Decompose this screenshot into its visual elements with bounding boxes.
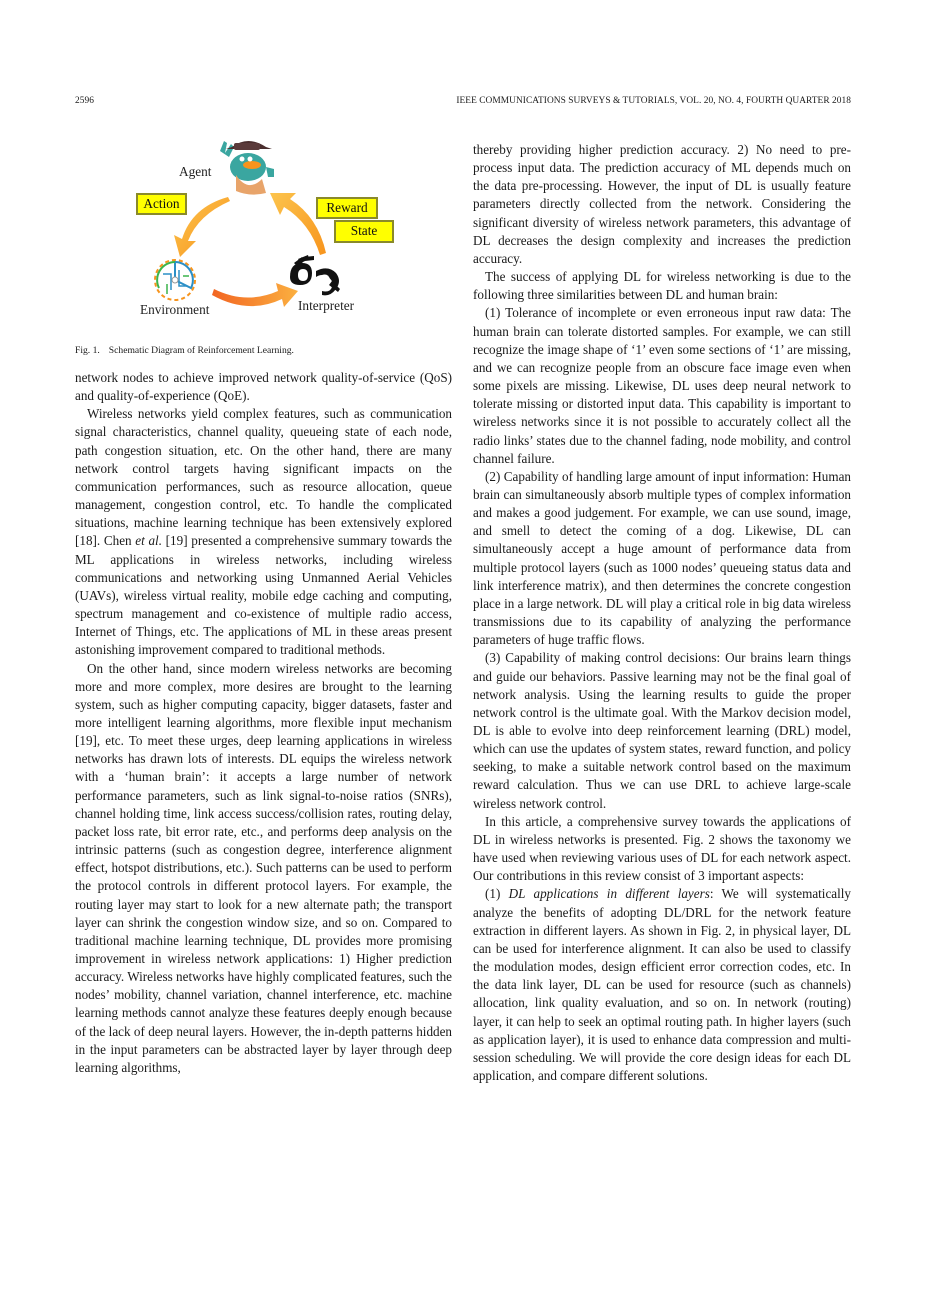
paragraph xyxy=(75,405,452,659)
paragraph: On the other hand, since modern wireless networks are becoming more and more complex, more desires are brought to the learning system, such as higher computing capacity, bigger datasets, faster and more intelligent learning algorithms, more flexible input mechanism [19], etc. To meet these urges, deep learning applications in wireless networks has drawn lots of interests. DL equips the wireless network with a ‘human brain’: it accepts a large number of network performance parameters, such as link signal-to-noise ratios (SNRs), channel holding time, link access success/collision rates, routing delay, packet loss rate, bit error rate, etc., and performs deep analysis on the intrinsic patterns (such as congestion degree, interference alignment effect, hotspot distributions, etc.). Such patterns can be used to perform the protocol controls in different protocol layers. For example, the routing layer may start to look for a new alternate path; the transport layer can shrink the congestion window size, and so on. Compared to traditional machine learning technique, DL provides more promising improvement in wireless network applications: 1) Higher prediction accuracy. Wireless networks have highly complicated features, such the nodes’ mobility, channel variation, channel interference, etc. machine learning methods cannot analyze these features deeply enough because of the lack of deep neural layers. However, the in-depth patterns hidden in the input parameters can be abstracted layer by layer through deep learning algorithms, xyxy=(75,660,452,1075)
observation-arrow xyxy=(212,283,298,307)
page-number: 2596 xyxy=(75,96,94,106)
environment-icon xyxy=(155,260,195,300)
italic-text: DL applications in different layers xyxy=(508,886,710,902)
paragraph: (2) Capability of handling large amount of input information: Human brain can simultaneously absorb multiple types of complex information and makes a good judgement. For example, we can use sound, image, and smell to detect the coming of a dog. Likewise, DL can simultaneously accept a huge amount of performance data from multiple protocol layers (such as 1000 nodes’ queueing status data and link interference matrix), and then determines the concrete congestion place in a large network. DL will play a critical role in big data wireless transmissions due to its capability of analyzing the performance parameters of huge traffic flows. xyxy=(473,468,851,648)
paragraph: In this article, a comprehensive survey towards the applications of DL in wireless networks is presented. Fig. 2 shows the taxonomy we have used when reviewing various uses of DL for each network aspect. Our contributions in this review consist of 3 important aspects: xyxy=(473,813,851,884)
agent-icon xyxy=(220,141,274,195)
interpreter-icon xyxy=(290,255,340,295)
action-box: Action xyxy=(136,193,187,215)
figure-reinforcement-learning xyxy=(120,135,420,330)
paragraph-text: : We will systematically analyze the benefits of adopting DL/DRL for the network feature extraction in different layers. As shown in Fig. 2, in physical layer, DL can be used for interference alignment. It can also be used to classify the modulation modes, design efficient error correction codes, etc. In the data link layer, DL can be used for resource (such as channels) allocation, link quality evaluation, and so on. In network (routing) layer, it can help to seek an optimal routing path. In higher layers (such as application layer), it is used to enhance data compression and multi-session scheduling. We will provide the core design ideas for each DL application, and compare different solutions. xyxy=(473,886,851,1083)
paragraph: network nodes to achieve improved network quality-of-service (QoS) and quality-of-experience (QoE). xyxy=(75,370,452,404)
figure-caption-text: Schematic Diagram of Reinforcement Learning. xyxy=(108,345,294,356)
figure-caption xyxy=(75,345,294,356)
state-box: State xyxy=(334,220,394,243)
paragraph: thereby providing higher prediction accuracy. 2) No need to pre-process input data. The prediction accuracy of ML depends much on the data pre-processing. However, the input of DL is usually feature parameters directly collected from the network. Considering the significant diversity of wireless network parameters, this advantage of DL decreases the design complexity and increases the prediction accuracy. xyxy=(473,142,851,266)
paragraph xyxy=(473,885,851,1085)
agent-label: Agent xyxy=(179,164,212,179)
paragraph-text: Wireless networks yield complex features, such as communication signal characteristics, channel quality, queueing state of each node, path congestion situation, etc. On the other hand, there are many network control targets having significant impacts on the communication performances, such as resource allocation, queue management, congestion control, etc. To handle the complicated situations, machine learning technique has been extensively explored [18]. Chen xyxy=(75,406,452,549)
figure-number: Fig. 1. xyxy=(75,345,100,356)
italic-text: et al. xyxy=(135,533,162,549)
paragraph-text: (1) xyxy=(485,886,509,902)
paragraph: (1) Tolerance of incomplete or even erroneous input raw data: The human brain can tolerate distorted samples. For example, we can still recognize the image shape of ‘1’ even some sections of ‘1’ are missing, and we can recognize people from an obscure face image even when some pixels are missing. Likewise, DL uses deep neural network to tolerate missing or distorted input data. This capability is important to wireless networks since it is not possible to accurately collect all the radio links’ states due to the channel fading, node mobility, and control channel failure. xyxy=(473,305,851,466)
running-header xyxy=(75,96,851,110)
paragraph-text: [19] presented a comprehensive summary towards the ML applications in wireless networks, including wireless communications and networking using Unmanned Aerial Vehicles (UAVs), wireless virtual reality, mobile edge caching and computing, spectrum management and co-existence of multiple radio access, Internet of Things, etc. The applications of ML in these areas present astonishing improvement compared to traditional methods. xyxy=(75,533,452,658)
right-column xyxy=(473,141,851,1085)
left-column xyxy=(75,369,452,1077)
environment-label: Environment xyxy=(140,302,210,317)
interpreter-label: Interpreter xyxy=(298,298,355,313)
reward-box: Reward xyxy=(316,197,378,219)
paragraph: (3) Capability of making control decisions: Our brains learn things and guide our behaviors. Passive learning may not be the final goal of network analysis. Using the learning results to guide the proper network control is the ultimate goal. With the Markov decision model, DL is able to evolve into deep reinforcement learning (DRL) model, which can use the updates of system states, reward function, and policy seeking, to make a suitable network control based on the maximum reward calculation. Thus we can use DRL to achieve large-scale wireless network control. xyxy=(473,650,851,811)
journal-title: IEEE COMMUNICATIONS SURVEYS & TUTORIALS, VOL. 20, NO. 4, FOURTH QUARTER 2018 xyxy=(456,96,851,106)
paragraph: The success of applying DL for wireless networking is due to the following three similarities between DL and human brain: xyxy=(473,269,851,303)
